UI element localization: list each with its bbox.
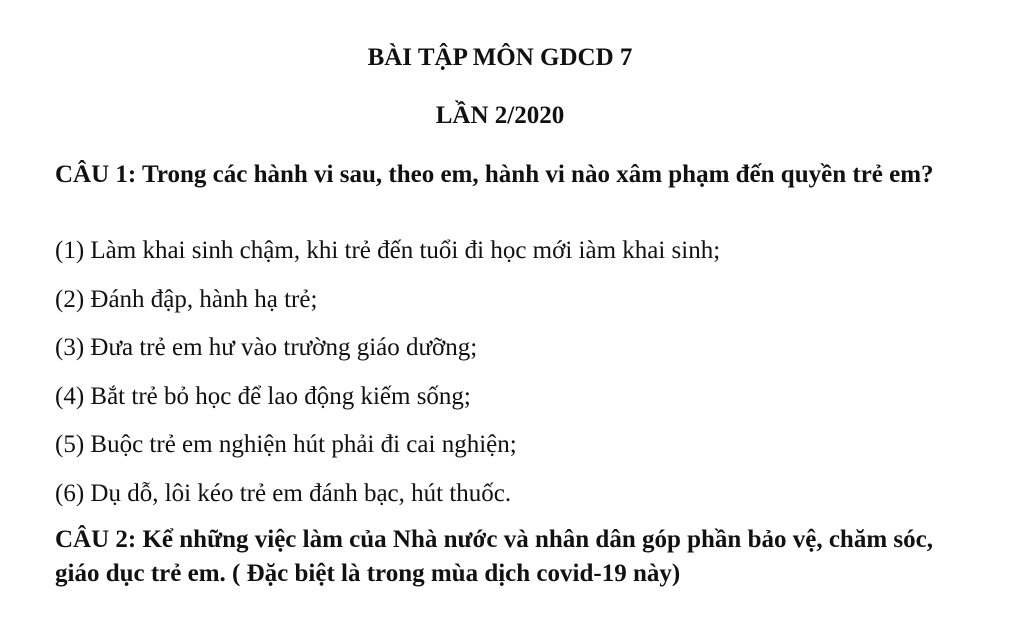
list-item: (2) Đánh đập, hành hạ trẻ;: [55, 285, 318, 313]
list-item: (5) Buộc trẻ em nghiện hút phải đi cai nghiện;: [55, 431, 517, 458]
document-subtitle: LẦN 2/2020: [435, 102, 565, 129]
list-item: (4) Bắt trẻ bỏ học để lao động kiếm sống;: [55, 382, 471, 410]
answer-options-list: [55, 234, 720, 525]
list-item: (1) Làm khai sinh chậm, khi trẻ đến tuổi đi học mới iàm khai sinh;: [55, 237, 721, 264]
list-item: (3) Đưa trẻ em hư vào trường giáo dưỡng;: [55, 334, 478, 361]
list-item: (6) Dụ dỗ, lôi kéo trẻ em đánh bạc, hút thuốc.: [55, 479, 512, 507]
question-1: CÂU 1: Trong các hành vi sau, theo em, hành vi nào xâm phạm đến quyền trẻ em?: [55, 161, 934, 188]
question-2: CÂU 2: Kể những việc làm của Nhà nước và nhân dân góp phần bảo vệ, chăm sóc, giáo dục trẻ em. ( Đặc biệt là trong mùa dịch covid-19 này): [55, 526, 933, 587]
document-title: BÀI TẬP MÔN GDCD 7: [367, 44, 633, 71]
